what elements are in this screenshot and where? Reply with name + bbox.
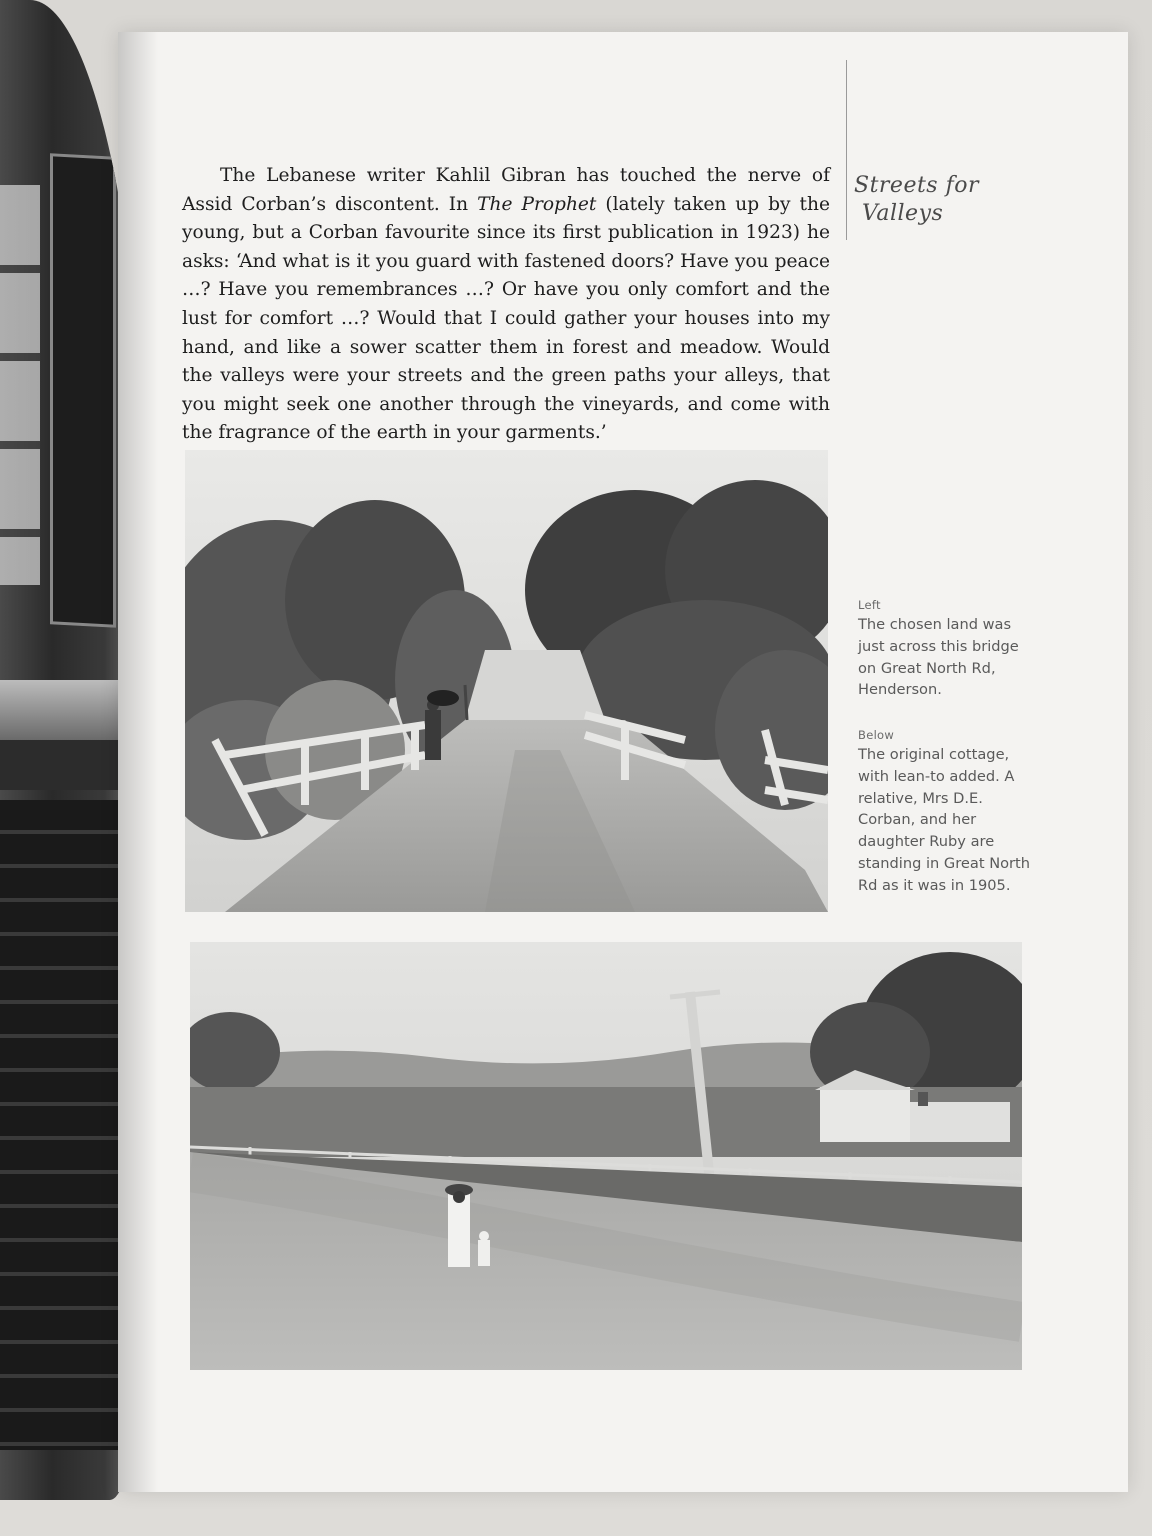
cottage-photo bbox=[190, 942, 1022, 1370]
section-title-line-1: Streets for bbox=[854, 173, 979, 198]
book-title: The Prophet bbox=[477, 193, 597, 215]
shop-window bbox=[0, 185, 40, 585]
caption-below-text: The original cottage, with lean-to added. A relative, Mrs D.E. Corban, and her daughter Ruby are standing in Great North Rd as it was in 1905. bbox=[858, 746, 1031, 894]
body-paragraph bbox=[182, 162, 830, 448]
caption-below-label: Below bbox=[858, 728, 895, 742]
book-page bbox=[118, 32, 1128, 1492]
shop-sign bbox=[50, 153, 116, 627]
margin-rule bbox=[846, 60, 847, 240]
body-text-part-2: (lately taken up by the young, but a Corban favourite since its first publication in 1923) he asks: ‘And what is it you guard with fastened doors? Have you peace …? Have you remembrances …? Or have you only comfort and the lust for comfort …? Would that I could gather your houses into my hand, and like a sower scatter them in forest and meadow. Would the valleys were your streets and the green paths your alleys, that you might seek one another through the vineyards, and come with the fragrance of the earth in your garments.’ bbox=[182, 193, 830, 444]
body-text-part-1: The Lebanese writer Kahlil Gibran has touched the nerve of Assid Corban’s discontent. In bbox=[182, 165, 830, 215]
gutter-shadow bbox=[118, 32, 158, 1492]
bridge-photo bbox=[185, 450, 828, 912]
caption-below bbox=[858, 728, 1038, 897]
section-title bbox=[854, 172, 1004, 228]
caption-left bbox=[858, 598, 1038, 701]
caption-left-text: The chosen land was just across this bridge on Great North Rd, Henderson. bbox=[858, 616, 1019, 699]
section-title-line-2: Valleys bbox=[862, 201, 944, 226]
caption-left-label: Left bbox=[858, 598, 881, 612]
